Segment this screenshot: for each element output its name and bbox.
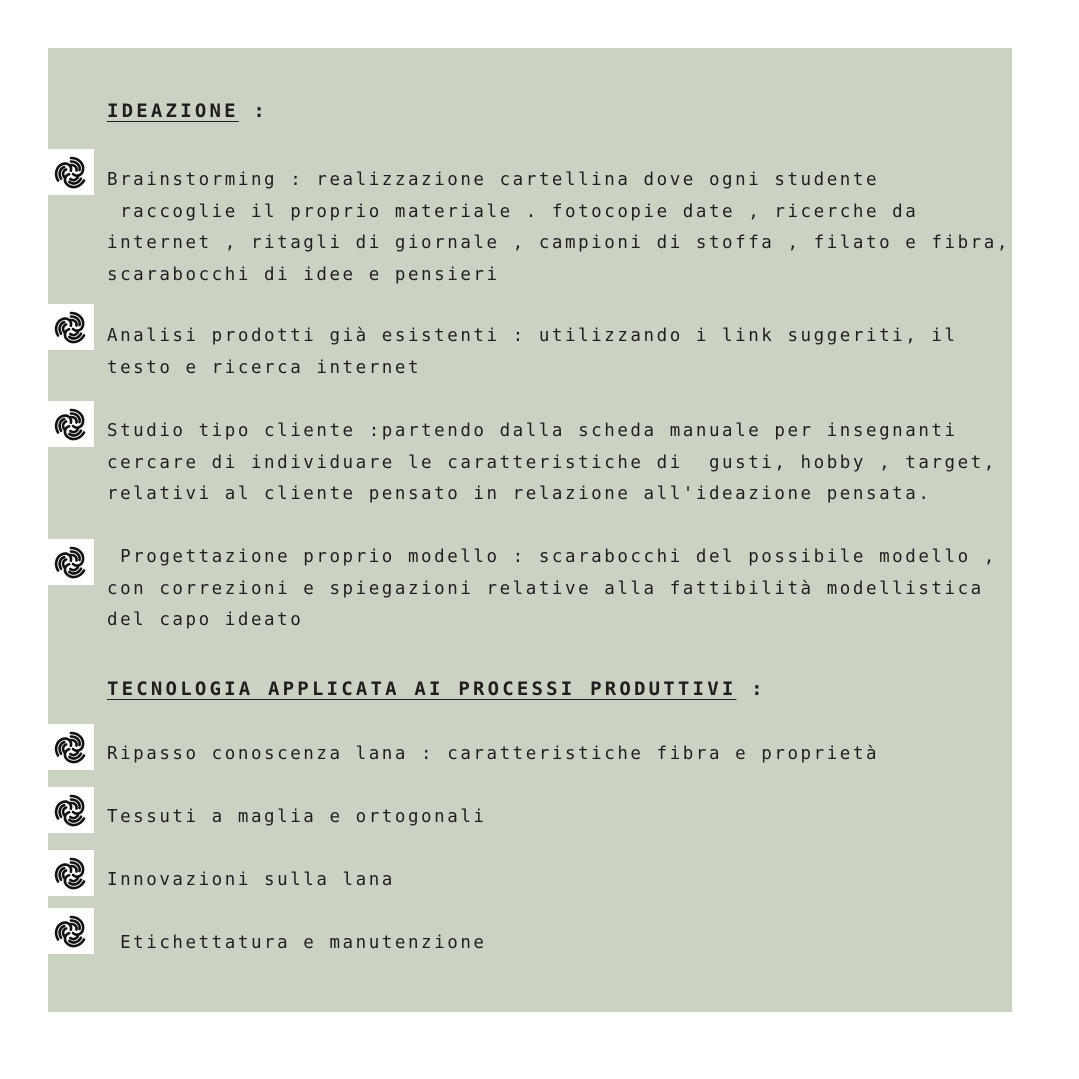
list-item-etichettatura: Etichettatura e manutenzione	[107, 933, 487, 953]
section-heading-tecnologia: TECNOLOGIA APPLICATA AI PROCESSI PRODUTTIVI :	[107, 678, 766, 700]
wool-mark-icon	[48, 401, 94, 447]
list-item-analisi: Analisi prodotti già esistenti : utilizzando i link suggeriti, il testo e ricerca internet	[107, 326, 958, 378]
wool-mark-icon	[48, 908, 94, 954]
list-item-ripasso-lana: Ripasso conoscenza lana : caratteristiche fibra e proprietà	[107, 744, 880, 764]
list-item-innovazioni: Innovazioni sulla lana	[107, 870, 395, 890]
wool-mark-icon	[48, 724, 94, 770]
list-item-tessuti: Tessuti a maglia e ortogonali	[107, 807, 487, 827]
wool-mark-icon	[48, 149, 94, 195]
wool-mark-icon	[48, 539, 94, 585]
list-item-brainstorming: Brainstorming : realizzazione cartellina dove ogni studente raccoglie il proprio materiale . fotocopie date , ricerche da internet , ritagli di giornale , campioni di stoffa , filato e fibra, scarabocchi di idee e pensieri	[107, 170, 1010, 285]
wool-mark-icon	[48, 787, 94, 833]
section-heading-ideazione: IDEAZIONE :	[107, 100, 269, 122]
wool-mark-icon	[48, 304, 94, 350]
content-panel	[48, 48, 1012, 1012]
wool-mark-icon	[48, 850, 94, 896]
list-item-progettazione: Progettazione proprio modello : scarabocchi del possibile modello , con correzioni e spiegazioni relative alla fattibilità modellistica del capo ideato	[107, 547, 997, 630]
list-item-studio-cliente: Studio tipo cliente :partendo dalla scheda manuale per insegnanti cercare di individuare le caratteristiche di gusti, hobby , target, relativi al cliente pensato in relazione all'ideazione pensata.	[107, 421, 997, 504]
